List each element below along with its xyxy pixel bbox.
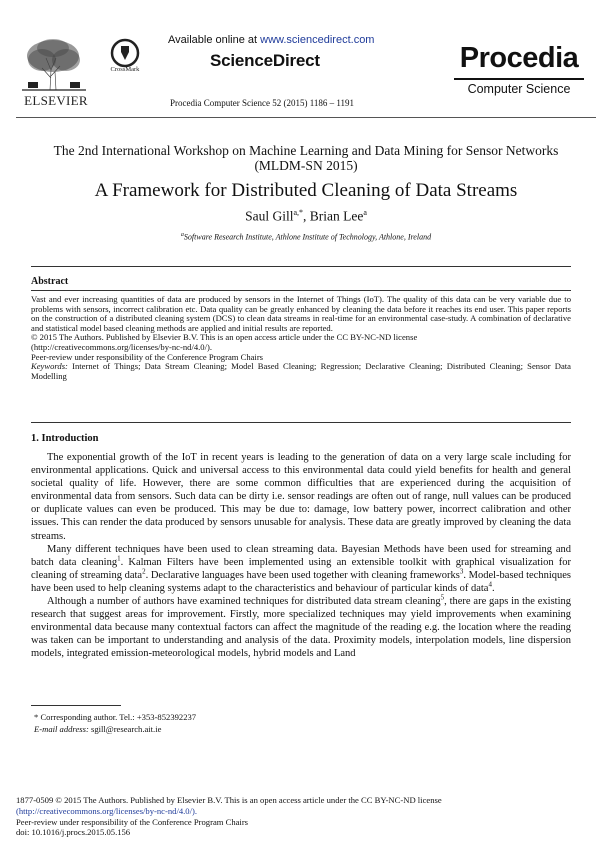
keywords-label: Keywords: bbox=[31, 361, 68, 372]
publisher-name: ELSEVIER bbox=[24, 93, 88, 108]
author-name: Saul Gill bbox=[245, 208, 294, 224]
footer-doi[interactable]: doi: 10.1016/j.procs.2015.05.156 bbox=[16, 827, 131, 838]
author-affiliation-mark: a bbox=[363, 208, 367, 217]
availability-line bbox=[168, 34, 374, 46]
abstract-license-link[interactable]: (http://creativecommons.org/licenses/by-nc-nd/4.0/). bbox=[31, 341, 212, 352]
workshop-line-2: (MLDM-SN 2015) bbox=[254, 158, 358, 173]
footer-copyright: 1877-0509 © 2015 The Authors. Published by Elsevier B.V. This is an open access article under the CC BY-NC-ND license bbox=[16, 795, 442, 805]
abstract-text: Vast and ever increasing quantities of data are produced by sensors in the Internet of Things (IoT). The quality of this data can be very variable due to problems with sensors, incorrect calibration etc. Data quality can be greatly enhanced by cleaning the data before it reaches its end user. This paper reports on the construction of a distributed cleaning system (DCS) to clean data streams in real-time for an environmental case-study. A combination of declarative and statistical model based cleaning methods are applied and initial results are reported. bbox=[31, 294, 571, 333]
keywords-list: Internet of Things; Data Stream Cleaning; Model Based Cleaning; Regression; Declarative Cleaning; Distributed Cleaning; Sensor Data Modelling bbox=[31, 361, 571, 381]
citation-ref[interactable]: 2 bbox=[142, 567, 146, 576]
platform-name: ScienceDirect bbox=[210, 51, 320, 70]
crossmark-icon[interactable] bbox=[110, 38, 140, 68]
author-affiliation-mark: a,* bbox=[293, 208, 304, 217]
email-address[interactable]: sgill@research.ait.ie bbox=[88, 723, 162, 734]
abstract-top-rule bbox=[31, 266, 571, 267]
workshop-line-1: The 2nd International Workshop on Machine Learning and Data Mining for Sensor Networks bbox=[53, 143, 559, 158]
citation-ref[interactable]: 3 bbox=[459, 567, 464, 576]
journal-logo-rule bbox=[454, 78, 584, 80]
journal-subtitle: Computer Science bbox=[467, 82, 571, 96]
journal-logo bbox=[452, 40, 586, 100]
affiliation bbox=[20, 232, 592, 242]
abstract-heading-rule bbox=[31, 290, 571, 291]
footer-license-link[interactable]: (http://creativecommons.org/licenses/by-nc-nd/4.0/). bbox=[16, 805, 197, 816]
citation-ref[interactable]: 1 bbox=[117, 554, 121, 563]
workshop-name bbox=[20, 143, 592, 173]
abstract-body bbox=[31, 295, 571, 381]
header-divider bbox=[16, 117, 596, 118]
abstract-bottom-rule bbox=[31, 422, 571, 423]
affiliation-text: Software Research Institute, Athlone Institute of Technology, Athlone, Ireland bbox=[183, 232, 432, 242]
section-heading: 1. Introduction bbox=[31, 433, 99, 444]
elsevier-tree-logo bbox=[20, 36, 88, 92]
paragraph: Many different techniques have been used to clean streaming data. Bayesian Methods have been used for streaming and batch data cleaning$^1$. Kalman Filters have been implemented using an extensible toolkit with graphical visualization for cleaning of streaming data$^2$. Declarative languages have been used together with cleaning frameworks$^3$. Model-based techniques have been used to help cleaning systems adapt to the characteristics and behaviour of particular kinds of data$^4$. bbox=[31, 543, 572, 594]
paper-title: A Framework for Distributed Cleaning of Data Streams bbox=[94, 180, 518, 201]
author-separator: , bbox=[303, 208, 310, 224]
footnote-mark: * bbox=[34, 712, 39, 722]
journal-name: Procedia bbox=[459, 42, 579, 74]
citation-ref[interactable]: 4 bbox=[488, 580, 492, 589]
citation-ref[interactable]: 5 bbox=[440, 593, 445, 602]
footer-peer-review: Peer-review under responsibility of the Conference Program Chairs bbox=[16, 816, 249, 827]
crossmark-label: CrossMark bbox=[110, 66, 140, 73]
section-body bbox=[31, 451, 571, 661]
abstract-heading: Abstract bbox=[31, 276, 69, 287]
footnote-email bbox=[34, 724, 196, 736]
footnote bbox=[34, 712, 196, 735]
abstract-peer-review: Peer-review under responsibility of the Conference Program Chairs bbox=[31, 351, 264, 362]
paragraph: The exponential growth of the IoT in recent years is leading to the generation of data on a very large scale including for environmental applications. Quick and universal access to this environmental data could yield benefits for health and general societal quality of life. However, there are some common difficulties that are experienced during the acquisition of environmental data from sensors. Such data can be dirty i.e. sensor readings are often out of range, null values can be produced or duplicate values can even be produced. This may be due to: damage, low battery power, incorrect calibration and other issues. This can render the data produced by sensors unusable for analysis. These data are greatly improved by cleaning the data streams. bbox=[31, 452, 571, 542]
abstract-copyright: © 2015 The Authors. Published by Elsevier B.V. This is an open access article under the CC BY-NC-ND license bbox=[31, 332, 418, 343]
journal-reference: Procedia Computer Science 52 (2015) 1186 – 1191 bbox=[170, 98, 355, 108]
page-footer bbox=[16, 795, 576, 838]
email-label: E-mail address: bbox=[34, 723, 89, 734]
footnote-rule bbox=[31, 705, 121, 706]
footnote-correspondence: * Corresponding author. Tel.: +353-852392237 bbox=[34, 712, 197, 722]
author-name: Brian Lee bbox=[309, 208, 364, 224]
sciencedirect-link[interactable]: www.sciencedirect.com bbox=[260, 34, 375, 46]
author-list bbox=[20, 208, 592, 225]
paragraph: Although a number of authors have examined techniques for distributed data stream cleaning$^5$, there are gaps in the existing research that suggest areas for improvement. Firstly, more specialized techniques may yield improvements when examining environmental data because many contextual factors can affect the magnitude of the reading e.g. the location where the reading was taken can be important to understanding and analysis of the data. Proximity models, interpolation models, line dispersion models, integrated emission-meteorological models, hybrid models and Land bbox=[31, 593, 572, 660]
affiliation-mark: a bbox=[180, 232, 184, 238]
abstract-keywords bbox=[31, 362, 571, 381]
availability-prefix: Available online at bbox=[168, 34, 261, 46]
